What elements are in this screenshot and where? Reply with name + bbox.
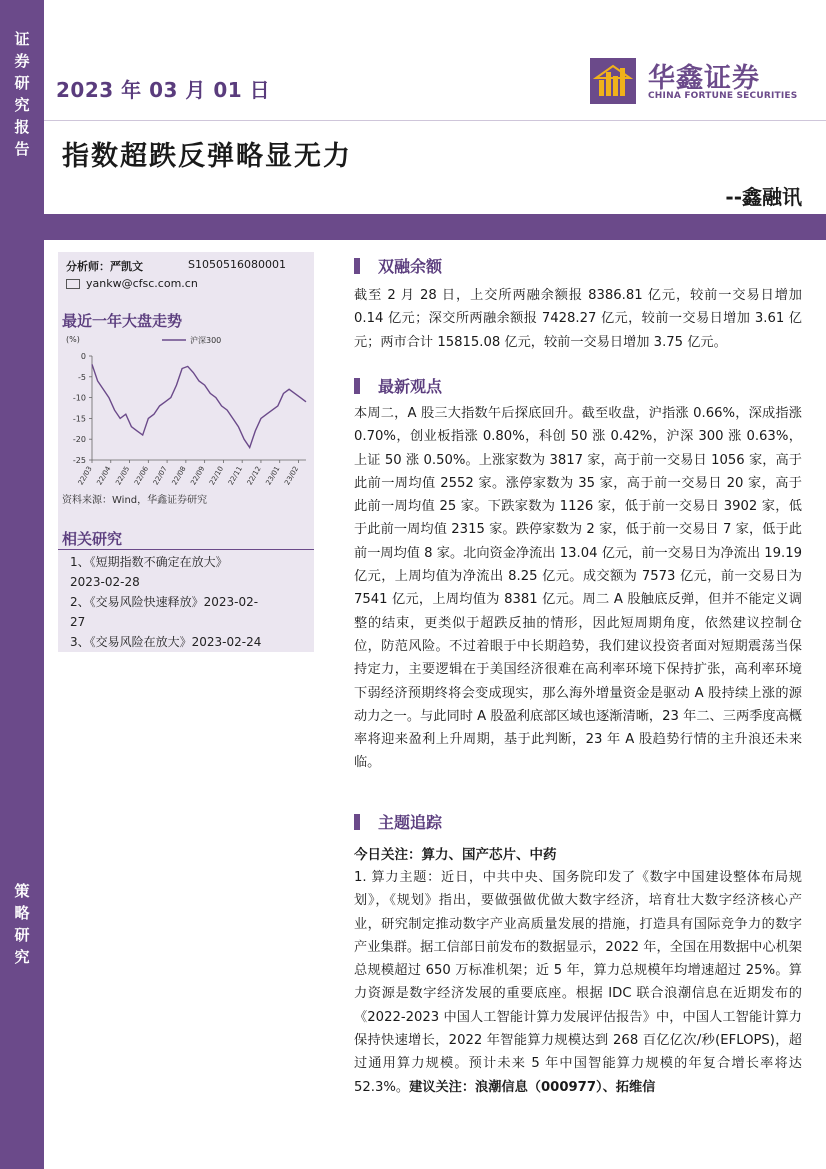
x-tick-label: 23/01: [264, 465, 282, 487]
x-tick-label: 22/07: [151, 465, 169, 487]
x-tick-label: 22/03: [76, 465, 94, 487]
related-item: 27: [70, 615, 86, 629]
sidebar-top-label: 证 券 研 究 报 告: [14, 30, 30, 158]
related-divider: [58, 549, 314, 550]
theme-text: 1. 算力主题：近日，中共中央、国务院印发了《数字中国建设整体布局规划》，《规划》指出，要做强做优做大数字经济，培育壮大数字经济核心产业，研究制定推动数字产业高质量发展的措施，打造具有国际竞争力的数字产业集群。据工信部日前发布的数据显示，2022 年，全国在用数据中心机架总规模超过 650 万标准机架；近 5 年，算力总规模年均增速超过 25%。算力资源是数字经济发展的重要底座。根据 IDC 联合浪潮信息在近期发布的《2022-2023 中国人工智能计算力发展评估报告》中，中国人工智能计算力保持快速增长，2022 年智能算力规模达到 268 百亿亿次/秒(EFLOPS)，超过通用算力规模。预计未来 5 年中国智能算力规模的年复合增长率将达 52.3%。: [354, 870, 802, 1095]
theme-paragraph: [354, 866, 802, 1099]
related-item: 2023-02-28: [70, 575, 140, 589]
logo-name: 华鑫证券: [648, 63, 760, 94]
x-tick-label: 23/02: [283, 465, 301, 487]
x-tick-label: 22/12: [245, 465, 263, 487]
chart-title: 最近一年大盘走势: [62, 312, 183, 330]
focus-line: 今日关注：算力、国产芯片、中药: [354, 847, 557, 863]
market-trend-chart: [58, 330, 314, 490]
page-title: 指数超跌反弹略显无力: [62, 141, 352, 172]
y-tick-label: 0: [80, 352, 86, 361]
y-tick-label: -15: [72, 414, 86, 424]
x-tick-label: 22/09: [189, 465, 207, 487]
sidebar-bottom-label: 策 略 研 究: [14, 882, 30, 966]
y-tick-label: -10: [72, 393, 86, 403]
x-tick-label: 22/10: [208, 465, 226, 487]
page-subtitle: --鑫融讯: [725, 185, 802, 209]
company-logo: [590, 58, 800, 108]
chart-source: 资料来源：Wind，华鑫证券研究: [62, 495, 208, 506]
section-title-margin: 双融余额: [354, 254, 442, 277]
y-tick-label: -5: [78, 372, 86, 382]
analyst-id: S1050516080001: [188, 258, 286, 271]
related-item[interactable]: 1、《短期指数不确定在放大》: [70, 555, 228, 569]
section-title-theme: 主题追踪: [354, 810, 442, 833]
series-line: [92, 364, 306, 447]
x-tick-label: 22/06: [133, 465, 151, 487]
theme-recommendation: 建议关注：浪潮信息（000977）、拓维信: [409, 1079, 656, 1095]
related-item[interactable]: 2、《交易风险快速释放》2023-02-: [70, 595, 259, 609]
analyst-info: [66, 258, 143, 274]
analyst-name: 严凯文: [110, 260, 143, 273]
y-tick-label: -25: [72, 456, 86, 465]
x-tick-label: 22/04: [95, 465, 113, 487]
legend-label: 沪深300: [190, 336, 222, 345]
x-tick-label: 22/05: [114, 465, 132, 487]
logo-mark-icon: [590, 58, 636, 104]
related-research-title: 相关研究: [62, 530, 123, 548]
analyst-label: 分析师：: [66, 260, 110, 273]
report-date: 2023 年 03 月 01 日: [56, 78, 271, 102]
sidebar: [0, 0, 44, 1169]
y-tick-label: -20: [72, 435, 86, 445]
related-item[interactable]: 3、《交易风险在放大》2023-02-24: [70, 635, 262, 649]
header-divider: [44, 120, 826, 121]
view-paragraph: 本周二，A 股三大指数午后探底回升。截至收盘，沪指涨 0.66%，深成指涨 0.70%，创业板指涨 0.80%，科创 50 涨 0.42%，沪深 300 涨 0.63%，上证 50 涨 0.50%。上涨家数为 3817 家，高于前一交易日 1056 家，高于此前一周均值 2552 家。涨停家数为 35 家，高于前一交易日 20 家，高于此前一周均值 25 家。下跌家数为 1126 家，低于前一交易日 3902 家，低于此前一周均值 2315 家。跌停家数为 2 家，低于前一交易日 7 家，低于此前一周均值 8 家。北向资金净流出 13.04 亿元，前一交易日为净流出 19.19 亿元，上周均值为净流出 8.25 亿元。成交额为 7573 亿元，前一交易日为 7541 亿元，上周均值为 8381 亿元。周二 A 股触底反弹，但并不能定义调整的结束，更类似于超跌反抽的情形，因此短周期角度，依然建议控制仓位，防范风险。不过着眼于中长期趋势，我们建议投资者面对短期震荡当保持定力，主要逻辑在于美国经济很难在高利率环境下保持扩张，高利率环境下弱经济预期终将会变成现实，那么海外增量资金是驱动 A 股持续上涨的源动力之一。与此同时 A 股盈利底部区域也逐渐清晰，23 年二、三两季度高概率将迎来盈利上升周期，基于此判断，23 年 A 股趋势行情的主升浪还未来临。: [354, 406, 802, 771]
y-axis-unit: (%): [66, 335, 80, 344]
x-tick-label: 22/11: [226, 465, 244, 487]
mail-icon: [66, 279, 80, 289]
x-tick-label: 22/08: [170, 465, 188, 487]
title-band: [44, 214, 826, 240]
logo-english: CHINA FORTUNE SECURITIES: [648, 91, 798, 101]
section-title-view: 最新观点: [354, 374, 442, 397]
analyst-email[interactable]: yankw@cfsc.com.cn: [86, 277, 198, 290]
margin-paragraph: 截至 2 月 28 日，上交所两融余额报 8386.81 亿元，较前一交易日增加 0.14 亿元；深交所两融余额报 7428.27 亿元，较前一交易日增加 3.61 亿元；两市合计 15815.08 亿元，较前一交易日增加 3.75 亿元。: [354, 288, 802, 350]
